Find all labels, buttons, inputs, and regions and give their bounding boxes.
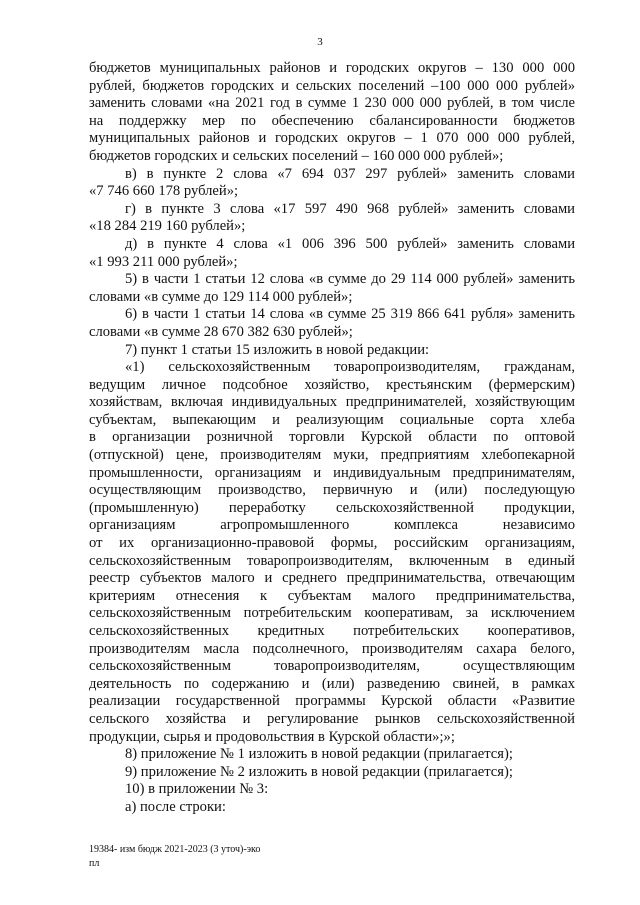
text-line: бюджетов городских и сельских поселений – 160 000 000 рублей»; <box>89 147 504 164</box>
document-body <box>89 60 575 817</box>
text-line: 5) в части 1 статьи 12 слова «в сумме до 29 114 000 рублей» заменить <box>125 271 575 288</box>
text-line: от их организационно-правовой формы, российским организациям, <box>89 535 575 552</box>
text-line: словами «в сумме 28 670 382 630 рублей»; <box>89 323 353 340</box>
text-line: реализации государственной программы Курской области «Развитие <box>89 693 575 710</box>
text-line: ведущим личное подсобное хозяйство, крестьянским (фермерским) <box>89 376 575 393</box>
text-line: 6) в части 1 статьи 14 слова «в сумме 25 319 866 641 рубля» заменить <box>125 306 575 323</box>
text-line: «18 284 219 160 рублей»; <box>89 218 246 235</box>
text-line: 8) приложение № 1 изложить в новой редакции (прилагается); <box>125 746 513 763</box>
text-line: бюджетов муниципальных районов и городских округов – 130 000 000 <box>89 60 575 76</box>
text-line: хозяйствам, включая индивидуальных предпринимателей, хозяйствующим <box>89 394 575 411</box>
text-line: деятельность по содержанию и (или) разведению свиней, в рамках <box>89 675 575 692</box>
text-line: сельскохозяйственным товаропроизводителям, включенным в единый <box>89 552 575 569</box>
text-line: сельскохозяйственным потребительским кооперативам, за исключением <box>89 605 575 622</box>
text-line: а) после строки: <box>125 798 226 815</box>
text-line: промышленности, организациям и индивидуальным предпринимателям, <box>89 464 575 481</box>
page-number: 3 <box>317 36 323 48</box>
text-line: «1) сельскохозяйственным товаропроизводителям, гражданам, <box>125 359 575 376</box>
text-line: г) в пункте 3 слова «17 597 490 968 рублей» заменить словами <box>125 200 575 217</box>
text-line: в) в пункте 2 слова «7 694 037 297 рублей» заменить словами <box>125 165 575 182</box>
text-line: муниципальных районов и городских округов – 1 070 000 000 рублей, <box>89 130 575 147</box>
text-line: 10) в приложении № 3: <box>125 781 269 798</box>
footer <box>89 843 260 871</box>
text-line: 9) приложение № 2 изложить в новой редакции (прилагается); <box>125 763 513 780</box>
text-line: на поддержку мер по обеспечению сбалансированности бюджетов <box>89 112 575 129</box>
text-line: сельского хозяйства и регулирование рынков сельскохозяйственной <box>89 710 575 727</box>
text-line: словами «в сумме до 129 114 000 рублей»; <box>89 288 353 305</box>
text-line: реестр субъектов малого и среднего предпринимательства, отвечающим <box>89 570 575 587</box>
text-line: субъектам, выпекающим и реализующим социальные сорта хлеба <box>89 411 575 428</box>
text-line: заменить словами «на 2021 год в сумме 1 230 000 000 рублей, в том числе <box>89 95 575 112</box>
text-line: производителям масла подсолнечного, производителям сахара белого, <box>89 640 575 657</box>
text-line: критериям отнесения к субъектам малого предпринимательства, <box>89 587 575 604</box>
text-line: в организации розничной торговли Курской области по оптовой <box>89 429 575 446</box>
footer-file-reference: 19384- изм бюдж 2021-2023 (3 уточ)-эко <box>89 844 261 855</box>
text-line: организациям агропромышленного комплекса независимо <box>89 517 575 534</box>
text-line: продукции, сырья и продовольствия в Курской области»;»; <box>89 728 455 745</box>
text-line: «7 746 660 178 рублей»; <box>89 183 239 200</box>
text-line: рублей, бюджетов городских и сельских поселений –100 000 000 рублей» <box>89 77 575 94</box>
text-line: 7) пункт 1 статьи 15 изложить в новой редакции: <box>125 341 430 358</box>
text-line: «1 993 211 000 рублей»; <box>89 253 238 270</box>
text-line: (отпускной) цене, производителям муки, предприятиям хлебопекарной <box>89 447 575 464</box>
footer-initials: пл <box>89 858 100 869</box>
text-line: (промышленную) переработку сельскохозяйственной продукции, <box>89 499 575 516</box>
text-line: осуществляющим производство, первичную и (или) последующую <box>89 482 575 499</box>
text-line: д) в пункте 4 слова «1 006 396 500 рублей» заменить словами <box>125 235 575 252</box>
text-line: сельскохозяйственным товаропроизводителям, осуществляющим <box>89 658 575 675</box>
text-line: сельскохозяйственных кредитных потребительских кооперативов, <box>89 623 575 639</box>
